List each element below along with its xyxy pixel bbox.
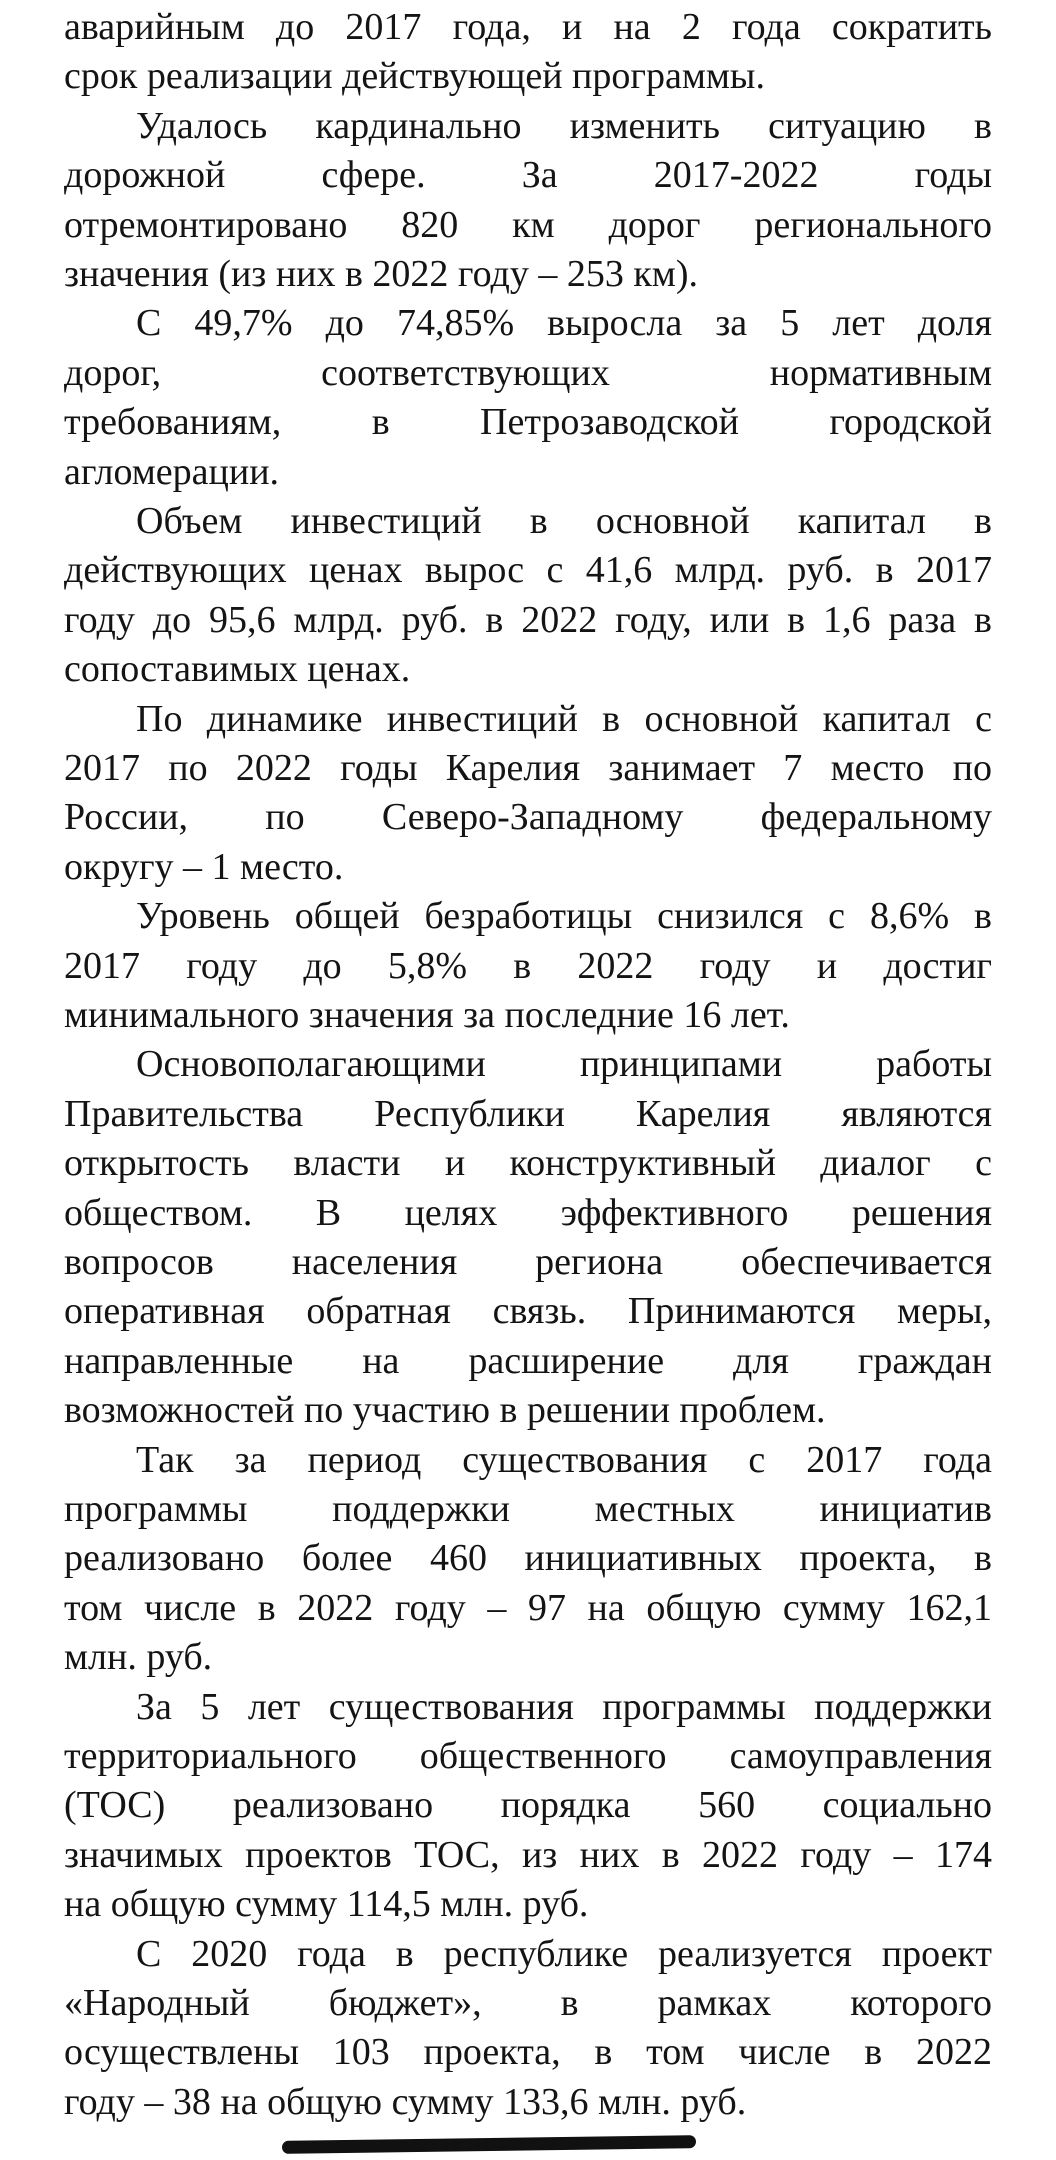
paragraph-first-line: За 5 лет существования программы поддержки [136, 1685, 992, 1728]
text-line: на общую сумму 114,5 млн. руб. [64, 1883, 589, 1926]
text-line: 2017 году до 5,8% в 2022 году и достиг [64, 944, 992, 987]
text-line: России, по Северо-Западному федеральному [64, 796, 992, 839]
text-line: минимального значения за последние 16 лет. [64, 994, 790, 1036]
text-line: значения (из них в 2022 году – 253 км). [64, 253, 698, 295]
text-line: открытость власти и конструктивный диалог с [64, 1142, 992, 1185]
paragraph-first-line: С 2020 года в республике реализуется проект [136, 1932, 992, 1975]
text-line: аварийным до 2017 года, и на 2 года сократить [64, 6, 992, 48]
text-line: «Народный бюджет», в рамках которого [64, 1982, 992, 2024]
text-line: млн. руб. [64, 1636, 213, 1679]
text-line: оперативная обратная связь. Принимаются меры, [64, 1290, 992, 1333]
redaction-mark [282, 2135, 696, 2154]
text-line: возможностей по участию в решении проблем. [64, 1389, 826, 1432]
text-line: осуществлены 103 проекта, в том числе в 2022 [64, 2031, 992, 2074]
text-line: сопоставимых ценах. [64, 648, 411, 691]
text-line: Правительства Республики Карелия являются [64, 1092, 992, 1135]
paragraph-first-line: С 49,7% до 74,85% выросла за 5 лет доля [136, 302, 992, 345]
text-line: реализовано более 460 инициативных проекта, в [64, 1537, 992, 1580]
text-line: срок реализации действующей программы. [64, 55, 765, 98]
text-line: 2017 по 2022 годы Карелия занимает 7 место по [64, 747, 992, 789]
paragraph-first-line: Объем инвестиций в основной капитал в [136, 500, 992, 542]
text-line: программы поддержки местных инициатив [64, 1488, 992, 1530]
paragraph-first-line: По динамике инвестиций в основной капитал с [136, 697, 992, 740]
paragraph-first-line: Основополагающими принципами работы [136, 1043, 992, 1086]
text-line: требованиям, в Петрозаводской городской [64, 401, 992, 444]
paragraph-first-line: Удалось кардинально изменить ситуацию в [136, 104, 992, 147]
text-line: дорог, соответствующих нормативным [64, 351, 992, 394]
text-line: вопросов населения региона обеспечивается [64, 1241, 992, 1283]
text-line: том числе в 2022 году – 97 на общую сумму 162,1 [64, 1586, 992, 1629]
text-line: действующих ценах вырос с 41,6 млрд. руб. в 2017 [64, 549, 992, 592]
text-line: дорожной сфере. За 2017-2022 годы [64, 154, 992, 197]
paragraph-first-line: Уровень общей безработицы снизился с 8,6% в [136, 895, 992, 938]
text-line: округу – 1 место. [64, 845, 344, 888]
paragraph-first-line: Так за период существования с 2017 года [136, 1438, 992, 1481]
text-line: агломерации. [64, 450, 280, 493]
text-line: году до 95,6 млрд. руб. в 2022 году, или в 1,6 раза в [64, 598, 992, 641]
text-line: территориального общественного самоуправления [64, 1735, 992, 1777]
text-line: обществом. В целях эффективного решения [64, 1191, 992, 1234]
text-line: значимых проектов ТОС, из них в 2022 году – 174 [64, 1833, 992, 1876]
text-line: отремонтировано 820 км дорог регионального [64, 203, 992, 246]
text-line: году – 38 на общую сумму 133,6 млн. руб. [64, 2080, 747, 2123]
text-line: направленные на расширение для граждан [64, 1339, 992, 1382]
text-line: (ТОС) реализовано порядка 560 социально [64, 1784, 992, 1827]
